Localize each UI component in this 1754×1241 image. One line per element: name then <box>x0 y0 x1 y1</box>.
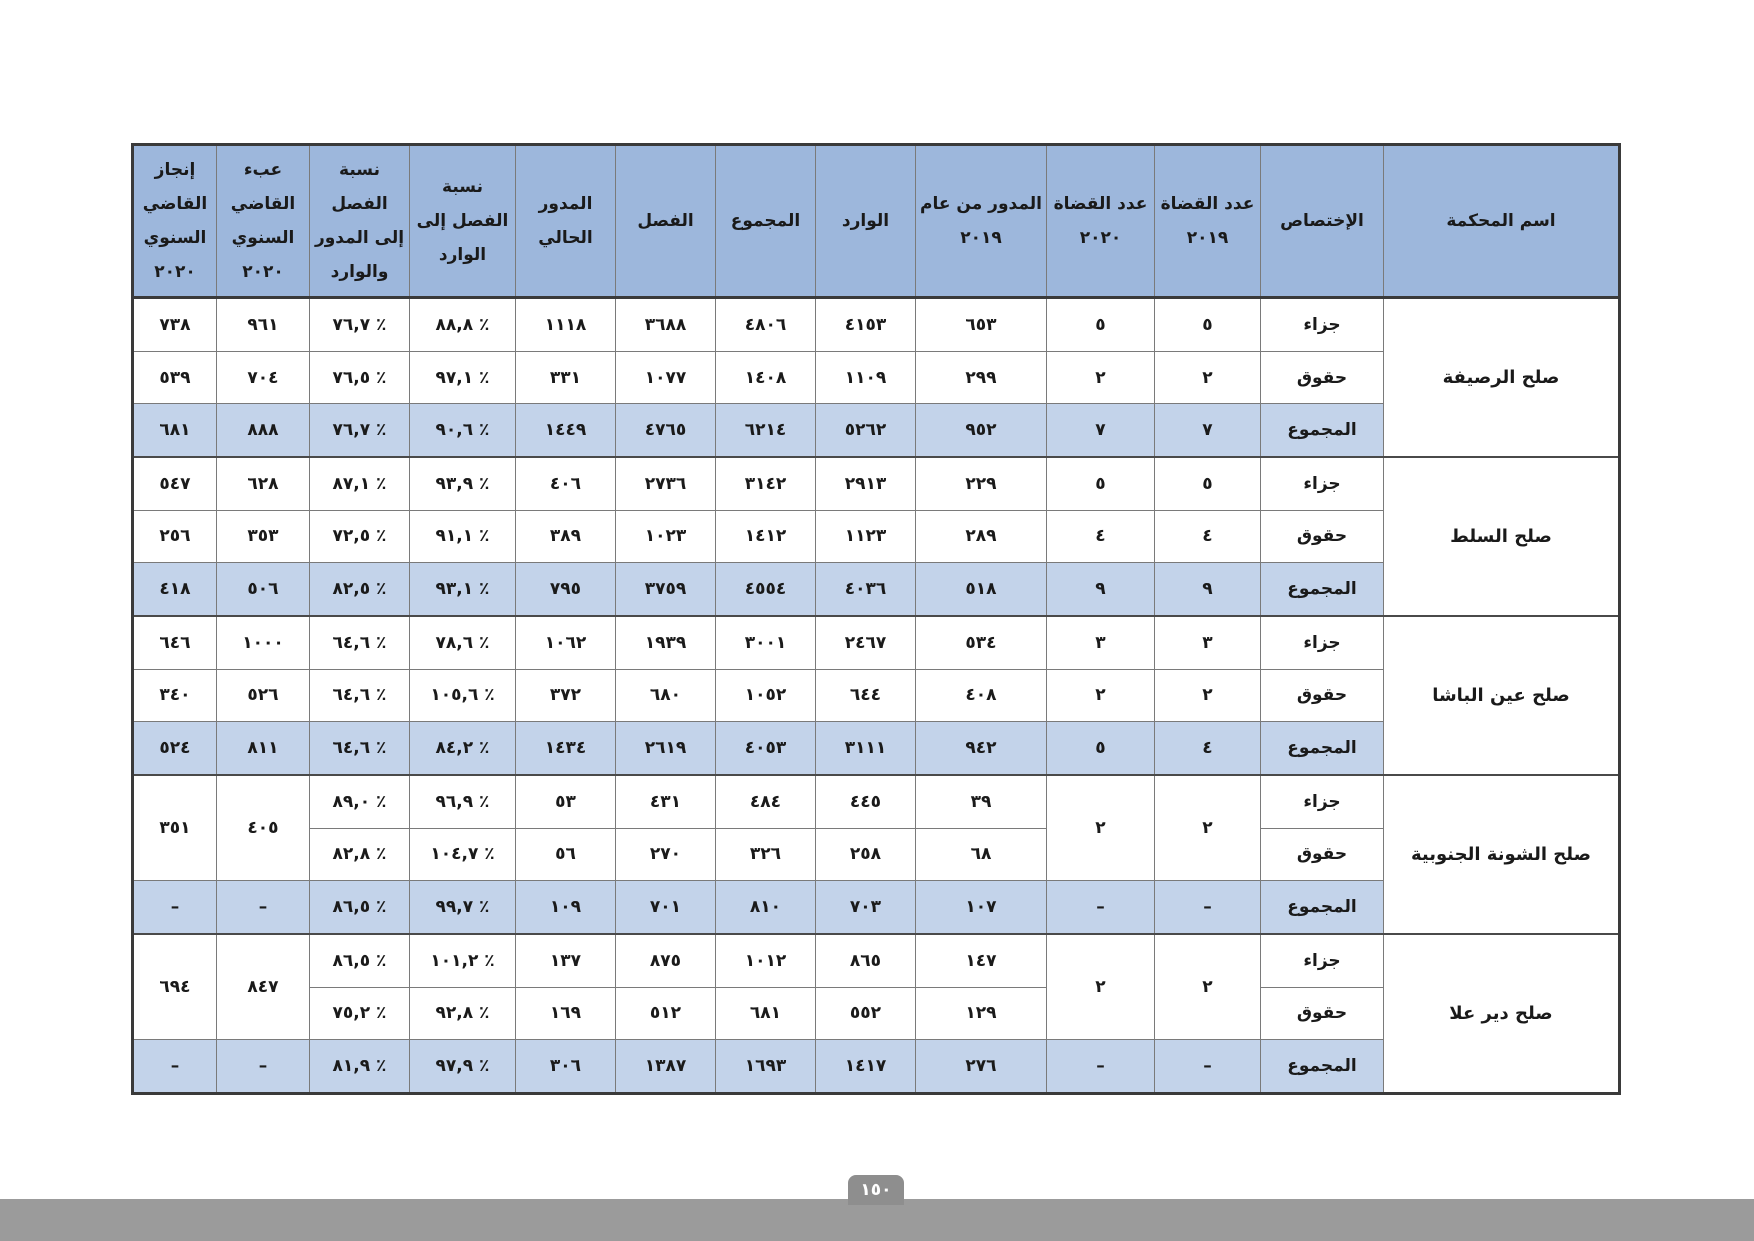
judges-2020-cell: – <box>1047 881 1155 934</box>
judge-load-cell: ٤٠٥ <box>217 775 310 881</box>
table-row <box>133 298 1620 352</box>
judges-2020-cell: ٢ <box>1047 351 1155 404</box>
judge-output-cell: – <box>133 881 217 934</box>
r2-cell: ٪ ٨٧,١ <box>310 457 410 510</box>
total-cell: ٦٨١ <box>716 987 816 1040</box>
r1-cell: ٪ ٨٤,٢ <box>410 722 516 775</box>
resolved-cell: ١٠٢٣ <box>616 510 716 563</box>
jurisdiction-cell: المجموع <box>1261 404 1384 457</box>
jurisdiction-cell: المجموع <box>1261 881 1384 934</box>
jurisdiction-cell: جزاء <box>1261 775 1384 828</box>
total-cell: ١٦٩٣ <box>716 1040 816 1094</box>
total-cell: ٤٠٥٣ <box>716 722 816 775</box>
judges-2019-cell: ٥ <box>1155 457 1261 510</box>
total-cell: ١٤١٢ <box>716 510 816 563</box>
judge-output-cell: ٢٥٦ <box>133 510 217 563</box>
current-cell: ١٠٩ <box>516 881 616 934</box>
header-row <box>133 145 1620 298</box>
court-name: صلح دير علا <box>1384 934 1620 1094</box>
jurisdiction-cell: حقوق <box>1261 669 1384 722</box>
resolved-cell: ٨٧٥ <box>616 934 716 987</box>
judges-2019-cell: ٩ <box>1155 563 1261 616</box>
judges-2019-cell: ٣ <box>1155 616 1261 669</box>
jurisdiction-cell: حقوق <box>1261 828 1384 881</box>
judge-output-cell: ٦٤٦ <box>133 616 217 669</box>
r1-cell: ٪ ٩٦,٩ <box>410 775 516 828</box>
r2-cell: ٪ ٧٥,٢ <box>310 987 410 1040</box>
resolved-cell: ٥١٢ <box>616 987 716 1040</box>
r1-cell: ٪ ٧٨,٦ <box>410 616 516 669</box>
judges-2020-cell: ٥ <box>1047 722 1155 775</box>
current-cell: ٤٠٦ <box>516 457 616 510</box>
r1-cell: ٪ ٨٨,٨ <box>410 298 516 352</box>
incoming-cell: ٤٤٥ <box>816 775 916 828</box>
carried-cell: ٢٩٩ <box>916 351 1047 404</box>
footer-bar <box>0 1199 1754 1241</box>
current-cell: ٥٦ <box>516 828 616 881</box>
judges-2019-cell: ٢ <box>1155 934 1261 1040</box>
judges-2020-cell: ٤ <box>1047 510 1155 563</box>
r2-cell: ٪ ٧٦,٧ <box>310 298 410 352</box>
incoming-cell: ١١٢٣ <box>816 510 916 563</box>
total-cell: ١٠٥٢ <box>716 669 816 722</box>
current-cell: ٣٧٢ <box>516 669 616 722</box>
current-cell: ٧٩٥ <box>516 563 616 616</box>
judges-2019-cell: ٧ <box>1155 404 1261 457</box>
judge-load-cell: ٦٢٨ <box>217 457 310 510</box>
r1-cell: ٪ ٩٣,٩ <box>410 457 516 510</box>
judges-2020-cell: ٧ <box>1047 404 1155 457</box>
judge-output-cell: ٧٣٨ <box>133 298 217 352</box>
header-court: اسم المحكمة <box>1384 145 1620 298</box>
judge-output-cell: ٥٣٩ <box>133 351 217 404</box>
table-row <box>133 934 1620 987</box>
incoming-cell: ٦٤٤ <box>816 669 916 722</box>
resolved-cell: ٢٧٠ <box>616 828 716 881</box>
table-row <box>133 457 1620 510</box>
carried-cell: ٩٥٢ <box>916 404 1047 457</box>
carried-cell: ٦٨ <box>916 828 1047 881</box>
judges-2020-cell: ٢ <box>1047 669 1155 722</box>
carried-cell: ١٠٧ <box>916 881 1047 934</box>
judges-2020-cell: ٢ <box>1047 775 1155 881</box>
r1-cell: ٪ ١٠٤,٧ <box>410 828 516 881</box>
r2-cell: ٪ ٦٤,٦ <box>310 616 410 669</box>
total-cell: ٣٢٦ <box>716 828 816 881</box>
resolved-cell: ٦٨٠ <box>616 669 716 722</box>
court-name: صلح الشونة الجنوبية <box>1384 775 1620 934</box>
carried-cell: ٦٥٣ <box>916 298 1047 352</box>
header-ratio-carried-incoming: نسبة الفصل إلى المدور والوارد <box>310 145 410 298</box>
current-cell: ١٤٣٤ <box>516 722 616 775</box>
header-jurisdiction: الإختصاص <box>1261 145 1384 298</box>
header-judges-2019: عدد القضاة ٢٠١٩ <box>1155 145 1261 298</box>
total-cell: ٦٢١٤ <box>716 404 816 457</box>
jurisdiction-cell: جزاء <box>1261 457 1384 510</box>
judge-output-cell: ٦٩٤ <box>133 934 217 1040</box>
judges-2019-cell: ٢ <box>1155 669 1261 722</box>
table-row <box>133 616 1620 669</box>
incoming-cell: ٣١١١ <box>816 722 916 775</box>
resolved-cell: ٧٠١ <box>616 881 716 934</box>
r2-cell: ٪ ٦٤,٦ <box>310 722 410 775</box>
current-cell: ١٦٩ <box>516 987 616 1040</box>
judges-2019-cell: ٤ <box>1155 510 1261 563</box>
current-cell: ١٤٤٩ <box>516 404 616 457</box>
current-cell: ١٠٦٢ <box>516 616 616 669</box>
court-statistics-table <box>131 143 1621 1095</box>
total-cell: ١٤٠٨ <box>716 351 816 404</box>
jurisdiction-cell: المجموع <box>1261 1040 1384 1094</box>
judge-load-cell: ٧٠٤ <box>217 351 310 404</box>
judge-output-cell: ٥٤٧ <box>133 457 217 510</box>
resolved-cell: ١٠٧٧ <box>616 351 716 404</box>
table-body <box>133 298 1620 1094</box>
r1-cell: ٪ ٩٠,٦ <box>410 404 516 457</box>
judges-2019-cell: ٥ <box>1155 298 1261 352</box>
judge-load-cell: – <box>217 881 310 934</box>
judge-load-cell: ٥٠٦ <box>217 563 310 616</box>
page-number: ١٥٠ <box>848 1175 904 1205</box>
incoming-cell: ٢٤٦٧ <box>816 616 916 669</box>
judges-2020-cell: ٥ <box>1047 457 1155 510</box>
r2-cell: ٪ ٨١,٩ <box>310 1040 410 1094</box>
current-cell: ١١١٨ <box>516 298 616 352</box>
judges-2019-cell: ٤ <box>1155 722 1261 775</box>
resolved-cell: ٤٧٦٥ <box>616 404 716 457</box>
carried-cell: ١٤٧ <box>916 934 1047 987</box>
judge-load-cell: ٩٦١ <box>217 298 310 352</box>
incoming-cell: ٥٢٦٢ <box>816 404 916 457</box>
total-cell: ٣٠٠١ <box>716 616 816 669</box>
jurisdiction-cell: جزاء <box>1261 934 1384 987</box>
r2-cell: ٪ ٨٦,٥ <box>310 934 410 987</box>
incoming-cell: ٥٥٢ <box>816 987 916 1040</box>
r2-cell: ٪ ٧٢,٥ <box>310 510 410 563</box>
current-cell: ١٣٧ <box>516 934 616 987</box>
header-carried-2019: المدور من عام ٢٠١٩ <box>916 145 1047 298</box>
jurisdiction-cell: جزاء <box>1261 616 1384 669</box>
incoming-cell: ١٤١٧ <box>816 1040 916 1094</box>
judge-output-cell: ٣٥١ <box>133 775 217 881</box>
r2-cell: ٪ ٨٢,٨ <box>310 828 410 881</box>
header-judge-load: عبء القاضي السنوي ٢٠٢٠ <box>217 145 310 298</box>
judge-load-cell: ٣٥٣ <box>217 510 310 563</box>
carried-cell: ٢٨٩ <box>916 510 1047 563</box>
r2-cell: ٪ ٧٦,٧ <box>310 404 410 457</box>
header-judges-2020: عدد القضاة ٢٠٢٠ <box>1047 145 1155 298</box>
judges-2019-cell: ٢ <box>1155 775 1261 881</box>
judges-2020-cell: ٢ <box>1047 934 1155 1040</box>
carried-cell: ٥١٨ <box>916 563 1047 616</box>
judge-output-cell: ٣٤٠ <box>133 669 217 722</box>
current-cell: ٣٣١ <box>516 351 616 404</box>
resolved-cell: ١٣٨٧ <box>616 1040 716 1094</box>
resolved-cell: ٣٦٨٨ <box>616 298 716 352</box>
table-row <box>133 775 1620 828</box>
jurisdiction-cell: المجموع <box>1261 722 1384 775</box>
r1-cell: ٪ ٩٩,٧ <box>410 881 516 934</box>
r1-cell: ٪ ٩١,١ <box>410 510 516 563</box>
court-name: صلح الرصيفة <box>1384 298 1620 457</box>
header-incoming: الوارد <box>816 145 916 298</box>
judge-load-cell: ٨٨٨ <box>217 404 310 457</box>
r2-cell: ٪ ٧٦,٥ <box>310 351 410 404</box>
judges-2019-cell: – <box>1155 1040 1261 1094</box>
r1-cell: ٪ ١٠١,٢ <box>410 934 516 987</box>
incoming-cell: ٨٦٥ <box>816 934 916 987</box>
incoming-cell: ٢٩١٣ <box>816 457 916 510</box>
r1-cell: ٪ ٩٧,١ <box>410 351 516 404</box>
incoming-cell: ٧٠٣ <box>816 881 916 934</box>
carried-cell: ٤٠٨ <box>916 669 1047 722</box>
judge-load-cell: ٥٢٦ <box>217 669 310 722</box>
judges-2020-cell: – <box>1047 1040 1155 1094</box>
judge-output-cell: ٥٢٤ <box>133 722 217 775</box>
header-total: المجموع <box>716 145 816 298</box>
judges-2019-cell: – <box>1155 881 1261 934</box>
incoming-cell: ٤٠٣٦ <box>816 563 916 616</box>
judge-output-cell: ٤١٨ <box>133 563 217 616</box>
total-cell: ٣١٤٢ <box>716 457 816 510</box>
r1-cell: ٪ ١٠٥,٦ <box>410 669 516 722</box>
carried-cell: ٢٢٩ <box>916 457 1047 510</box>
judge-load-cell: ٨١١ <box>217 722 310 775</box>
resolved-cell: ١٩٣٩ <box>616 616 716 669</box>
header-ratio-incoming: نسبة الفصل إلى الوارد <box>410 145 516 298</box>
r2-cell: ٪ ٨٩,٠ <box>310 775 410 828</box>
resolved-cell: ٢٧٣٦ <box>616 457 716 510</box>
carried-cell: ٣٩ <box>916 775 1047 828</box>
judge-load-cell: – <box>217 1040 310 1094</box>
r2-cell: ٪ ٨٢,٥ <box>310 563 410 616</box>
resolved-cell: ٤٣١ <box>616 775 716 828</box>
judge-output-cell: ٦٨١ <box>133 404 217 457</box>
r1-cell: ٪ ٩٧,٩ <box>410 1040 516 1094</box>
resolved-cell: ٢٦١٩ <box>616 722 716 775</box>
current-cell: ٥٣ <box>516 775 616 828</box>
judges-2020-cell: ٩ <box>1047 563 1155 616</box>
carried-cell: ٩٤٢ <box>916 722 1047 775</box>
current-cell: ٣٠٦ <box>516 1040 616 1094</box>
r2-cell: ٪ ٨٦,٥ <box>310 881 410 934</box>
r1-cell: ٪ ٩٣,١ <box>410 563 516 616</box>
judges-2019-cell: ٢ <box>1155 351 1261 404</box>
header-judge-output: إنجاز القاضي السنوي ٢٠٢٠ <box>133 145 217 298</box>
header-resolved: الفصل <box>616 145 716 298</box>
header-current-carried: المدور الحالي <box>516 145 616 298</box>
judge-load-cell: ٨٤٧ <box>217 934 310 1040</box>
court-name: صلح السلط <box>1384 457 1620 616</box>
total-cell: ٨١٠ <box>716 881 816 934</box>
carried-cell: ٥٣٤ <box>916 616 1047 669</box>
carried-cell: ١٢٩ <box>916 987 1047 1040</box>
r1-cell: ٪ ٩٢,٨ <box>410 987 516 1040</box>
r2-cell: ٪ ٦٤,٦ <box>310 669 410 722</box>
jurisdiction-cell: المجموع <box>1261 563 1384 616</box>
judge-load-cell: ١٠٠٠ <box>217 616 310 669</box>
incoming-cell: ١١٠٩ <box>816 351 916 404</box>
incoming-cell: ٤١٥٣ <box>816 298 916 352</box>
current-cell: ٣٨٩ <box>516 510 616 563</box>
jurisdiction-cell: حقوق <box>1261 987 1384 1040</box>
jurisdiction-cell: جزاء <box>1261 298 1384 352</box>
total-cell: ٤٥٥٤ <box>716 563 816 616</box>
judge-output-cell: – <box>133 1040 217 1094</box>
total-cell: ٤٨٠٦ <box>716 298 816 352</box>
court-name: صلح عين الباشا <box>1384 616 1620 775</box>
total-cell: ٤٨٤ <box>716 775 816 828</box>
total-cell: ١٠١٢ <box>716 934 816 987</box>
resolved-cell: ٣٧٥٩ <box>616 563 716 616</box>
jurisdiction-cell: حقوق <box>1261 351 1384 404</box>
carried-cell: ٢٧٦ <box>916 1040 1047 1094</box>
judges-2020-cell: ٣ <box>1047 616 1155 669</box>
jurisdiction-cell: حقوق <box>1261 510 1384 563</box>
incoming-cell: ٢٥٨ <box>816 828 916 881</box>
judges-2020-cell: ٥ <box>1047 298 1155 352</box>
